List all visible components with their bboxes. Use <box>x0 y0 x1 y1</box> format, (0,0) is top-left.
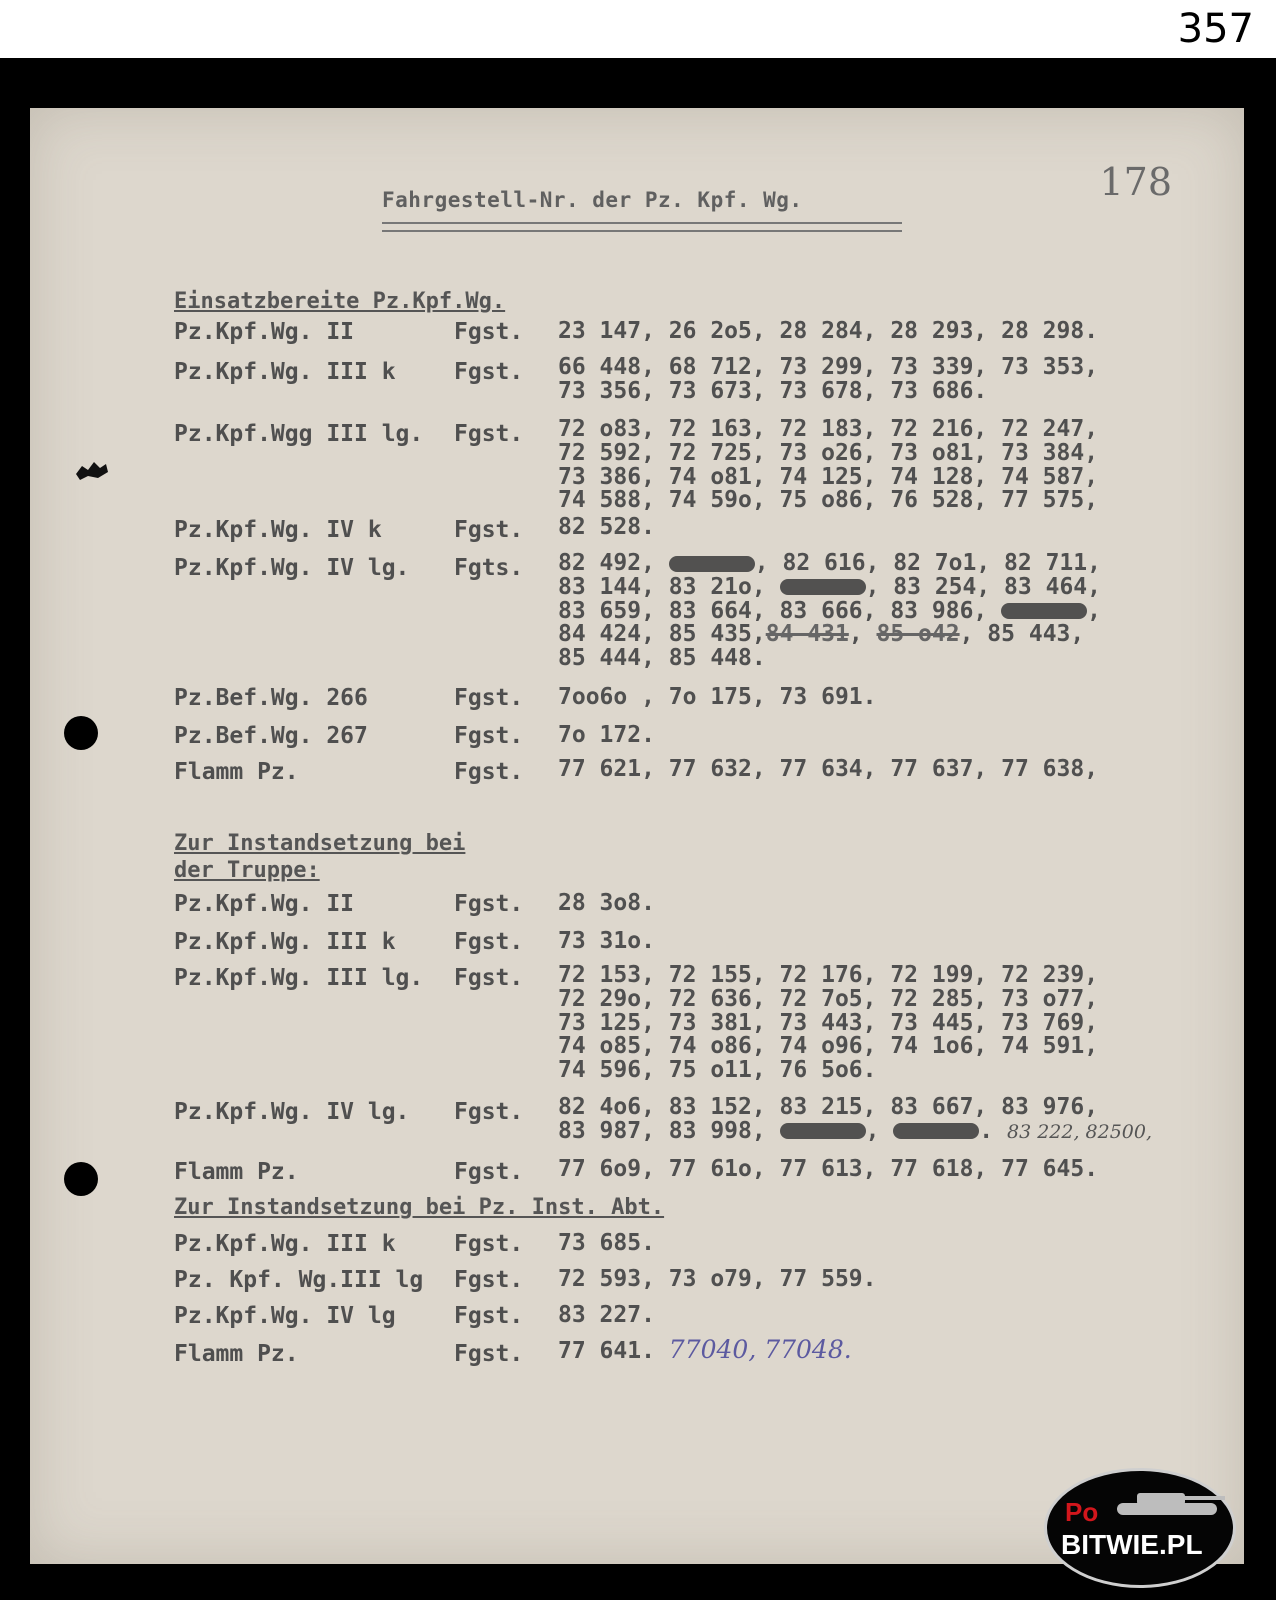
redaction-blot <box>669 556 755 572</box>
vehicle-label: Pz.Bef.Wg. 266 <box>174 685 368 711</box>
vehicle-label: Pz.Kpf.Wg. IV lg. <box>174 555 410 581</box>
punch-hole-icon <box>64 1162 98 1196</box>
vehicle-label: Pz. Kpf. Wg.III lg <box>174 1267 424 1293</box>
chassis-abbrev: Fgst. <box>454 891 524 917</box>
chassis-numbers: 72 593, 73 o79, 77 559. <box>558 1266 877 1292</box>
chassis-numbers: 77 621, 77 632, 77 634, 77 637, 77 638, <box>558 756 1099 782</box>
redaction-blot <box>893 1123 979 1139</box>
chassis-numbers: 7o 172. <box>558 722 655 748</box>
chassis-abbrev: Fgst. <box>454 685 524 711</box>
chassis-number-text: 82 492, <box>558 550 655 576</box>
chassis-abbrev: Fgst. <box>454 1231 524 1257</box>
page-number: 357 <box>1177 6 1254 52</box>
vehicle-label: Pz.Kpf.Wg. II <box>174 891 355 917</box>
chassis-abbrev: Fgst. <box>454 1099 524 1125</box>
vehicle-label: Pz.Kpf.Wg. III lg. <box>174 965 424 991</box>
chassis-numbers: 66 448, 68 712, 73 299, 73 339, 73 353, 73 356, 73 673, 73 678, 73 686. <box>558 354 1099 404</box>
chassis-abbrev: Fgst. <box>454 759 524 785</box>
vehicle-label: Flamm Pz. <box>174 1159 299 1185</box>
chassis-abbrev: Fgst. <box>454 1303 524 1329</box>
redaction-blot <box>780 1123 866 1139</box>
handwritten-addition: 77040, 77048. <box>668 1335 852 1364</box>
chassis-number-text: , 84 424, 85 435, <box>558 597 1101 648</box>
tank-icon <box>1107 1485 1227 1519</box>
vehicle-label: Pz.Kpf.Wg. III k <box>174 1231 396 1257</box>
title-double-underline <box>382 222 902 232</box>
chassis-numbers: 73 31o. <box>558 928 655 954</box>
section-heading: Zur Instandsetzung bei der Truppe: <box>174 831 466 883</box>
chassis-numbers: 82 4o6, 83 152, 83 215, 83 667, 83 976, 83 987, 83 998, , . 83 222, 82500, <box>558 1094 1153 1144</box>
vehicle-label: Flamm Pz. <box>174 759 299 785</box>
chassis-numbers: 7oo6o , 7o 175, 73 691. <box>558 684 877 710</box>
document-title: Fahrgestell-Nr. der Pz. Kpf. Wg. <box>382 188 803 212</box>
vehicle-label: Pz.Kpf.Wg. III k <box>174 929 396 955</box>
chassis-numbers <box>558 1335 1178 1364</box>
struck-number: 84 431 <box>765 621 849 648</box>
chassis-abbrev: Fgts. <box>454 555 524 581</box>
chassis-number-text: 82 4o6, 83 152, 83 215, 83 667, 83 976, 83 987, 83 998, <box>558 1094 1099 1144</box>
document-sheet <box>30 108 1244 1564</box>
chassis-abbrev: Fgst. <box>454 1341 524 1367</box>
vehicle-label: Pz.Kpf.Wg. III k <box>174 359 396 385</box>
watermark-logo <box>1044 1468 1236 1588</box>
vehicle-label: Pz.Bef.Wg. 267 <box>174 723 368 749</box>
vehicle-label: Flamm Pz. <box>174 1341 299 1367</box>
redaction-blot <box>1001 603 1087 619</box>
chassis-numbers: 72 o83, 72 163, 72 183, 72 216, 72 247, 72 592, 72 725, 73 o26, 73 o81, 73 384, 73 386, 74 o81, 74 125, 74 128, 74 587, 74 588, 74 59o, 75 o86, 76 528, 77 575, <box>558 416 1099 514</box>
struck-number: 85 o42 <box>876 621 960 648</box>
chassis-number-text: , 85 443, 85 444, 85 448. <box>558 621 1085 672</box>
chassis-abbrev: Fgst. <box>454 359 524 385</box>
chassis-numbers: 83 227. <box>558 1302 655 1328</box>
chassis-abbrev: Fgst. <box>454 1267 524 1293</box>
punch-hole-icon <box>64 716 98 750</box>
vehicle-label: Pz.Kpf.Wg. IV lg <box>174 1303 396 1329</box>
archive-stamp-number: 178 <box>1099 160 1172 204</box>
redaction-blot <box>780 579 866 595</box>
section-heading: Einsatzbereite Pz.Kpf.Wg. <box>174 289 506 314</box>
chassis-numbers: 72 153, 72 155, 72 176, 72 199, 72 239, 72 29o, 72 636, 72 7o5, 72 285, 73 o77, 73 125, 73 381, 73 443, 73 445, 73 769, 74 o85, 74 o86, 74 o96, 74 1o6, 74 591, 74 596, 75 o11, 76 5o6. <box>558 962 1099 1084</box>
vehicle-label: Pz.Kpf.Wg. II <box>174 319 355 345</box>
section-heading: Zur Instandsetzung bei Pz. Inst. Abt. <box>174 1195 665 1220</box>
chassis-abbrev: Fgst. <box>454 965 524 991</box>
chassis-abbrev: Fgst. <box>454 517 524 543</box>
chassis-abbrev: Fgst. <box>454 319 524 345</box>
vehicle-label: Pz.Kpf.Wg. IV k <box>174 517 382 543</box>
torn-hole-icon <box>74 460 110 482</box>
chassis-number-text: , 82 616, 82 7o1, 82 711, 83 144, 83 21o, <box>558 550 1101 600</box>
chassis-number-text: , 83 254, 83 464, 83 659, 83 664, 83 666, 83 986, <box>558 573 1101 624</box>
chassis-abbrev: Fgst. <box>454 723 524 749</box>
handwritten-addition: 83 222, 82500, <box>1006 1120 1153 1143</box>
chassis-abbrev: Fgst. <box>454 421 524 447</box>
chassis-number-text: 77 641. <box>558 1338 655 1364</box>
top-bar <box>0 0 1276 58</box>
chassis-numbers: 28 3o8. <box>558 890 655 916</box>
chassis-numbers: 82 492, , 82 616, 82 7o1, 82 711, 83 144, 83 21o, , 83 254, 83 464, 83 659, 83 664, 83 666, 83 986, , 84 424, 85 435,84 431, 85 o42, 85 443, 85 444, 85 448. <box>558 550 1101 672</box>
vehicle-label: Pz.Kpf.Wg. IV lg. <box>174 1099 410 1125</box>
chassis-abbrev: Fgst. <box>454 1159 524 1185</box>
chassis-numbers: 77 6o9, 77 61o, 77 613, 77 618, 77 645. <box>558 1156 1099 1182</box>
chassis-numbers: 82 528. <box>558 514 655 540</box>
chassis-numbers: 73 685. <box>558 1230 655 1256</box>
chassis-numbers: 23 147, 26 2o5, 28 284, 28 293, 28 298. <box>558 318 1099 344</box>
chassis-abbrev: Fgst. <box>454 929 524 955</box>
vehicle-label: Pz.Kpf.Wgg III lg. <box>174 421 424 447</box>
watermark-text-main: BITWIE.PL <box>1061 1529 1203 1560</box>
watermark-text-po: Po <box>1065 1497 1099 1527</box>
